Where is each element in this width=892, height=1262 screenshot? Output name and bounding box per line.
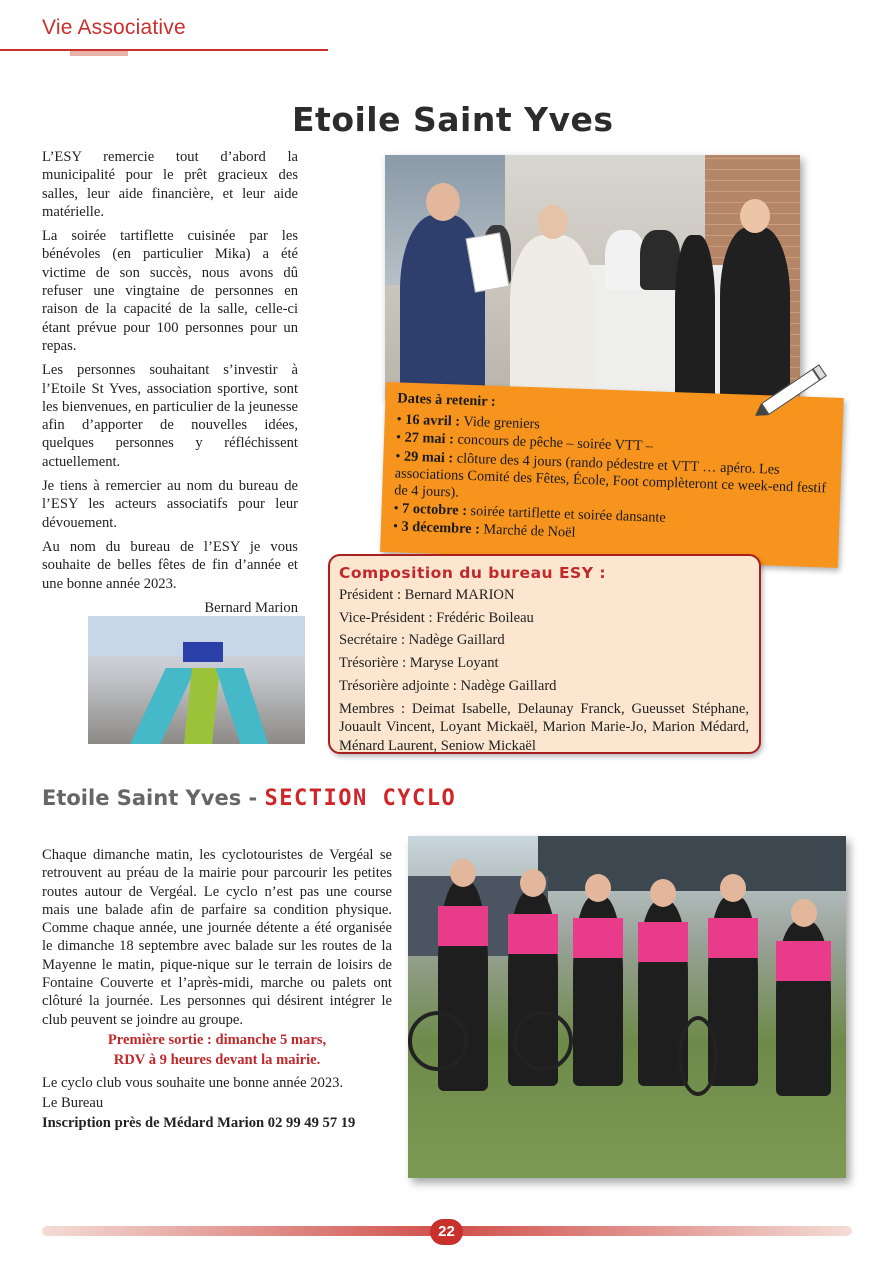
meeting-point: RDV à 9 heures devant la mairie. — [113, 1052, 321, 1069]
date-item: • 3 décembre : Marché de Noël — [392, 518, 576, 542]
bureau-title: Composition du bureau ESY : — [339, 564, 607, 582]
signature: Bernard Marion — [204, 599, 298, 616]
first-outing: Première sortie : dimanche 5 mars, — [107, 1031, 327, 1048]
group-photo — [385, 155, 800, 400]
intro-paragraph: L’ESY remercie tout d’abord la municipalité pour le prêt gracieux des salles, leur aide financière, et leur aide matérielle. — [42, 149, 298, 220]
bureau-secretaire: Secrétaire : Nadège Gaillard — [339, 632, 505, 649]
cyclo-body: Chaque dimanche matin, les cyclotouristes de Vergéal se retrouvent au préau de la mairie pour parcourir les petites routes autour de Vergéal. Le cyclo n’est pas une course mais une balade afin de parfaire sa condition physique. Comme chaque année, une journée détente a été organisée le dimanche 18 septembre avec balade sur les routes de la Mayenne le matin, pique-nique sur le terrain de loisirs de Fontaine Couverte et l’après-midi, marche ou palets ont clôturé la journée. Les personnes qui désirent intégrer le club peuvent se joindre au groupe. — [42, 847, 392, 1028]
page-number: 22 — [430, 1219, 463, 1245]
date-item: • 27 mai : concours de pêche – soirée VTT – — [395, 429, 654, 455]
cyclo-text — [42, 846, 392, 1134]
dates-title: Dates à retenir : — [397, 390, 496, 410]
inscription: Inscription près de Médard Marion 02 99 49 57 19 — [42, 1115, 356, 1132]
intro-paragraph: Les personnes souhaitant s’investir à l’Etoile St Yves, association sportive, sont les bienvenues, en particulier de la jeunesse afin d’apporter de nouvelles idées, quelques personnes y réfléchissent actuellement. — [42, 362, 298, 470]
bureau-tresoriere-adjointe: Trésorière adjointe : Nadège Gaillard — [339, 677, 557, 694]
header-rule-accent — [70, 51, 128, 56]
intro-paragraph: Je tiens à remercier au nom du bureau de l’ESY les acteurs associatifs pour leur dévouement. — [42, 478, 298, 531]
header-rule — [0, 49, 328, 51]
cyclists-photo — [408, 836, 846, 1178]
dates-list — [393, 412, 831, 551]
bureau-membres: Membres : Deimat Isabelle, Delaunay Franck, Gueusset Stéphane, Jouault Vincent, Loyant Mickaël, Marion Marie-Jo, Marion Médard, Ménard Laurent, Seniow Mickaël — [339, 700, 749, 754]
intro-text — [42, 148, 298, 623]
intro-paragraph: Au nom du bureau de l’ESY je vous souhaite de belles fêtes de fin d’année et une bonne année 2023. — [42, 538, 298, 592]
cyclo-heading-prefix: Etoile Saint Yves - — [42, 786, 265, 810]
cyclo-wishes: Le cyclo club vous souhaite une bonne année 2023. — [42, 1074, 344, 1091]
cyclo-sign: Le Bureau — [42, 1094, 104, 1111]
cyclo-heading-accent: SECTION CYCLO — [264, 786, 457, 811]
hall-photo — [88, 616, 305, 744]
bureau-box — [328, 554, 761, 754]
page-title: Etoile Saint Yves — [292, 100, 614, 139]
cyclo-heading — [42, 786, 456, 811]
bureau-president: Président : Bernard MARION — [339, 587, 515, 603]
intro-paragraph: La soirée tartiflette cuisinée par les bénévoles (en particulier Mika) a été victime de son succès, nous avons dû refuser une vingtaine de personnes en raison de la capacité de la salle, celle-ci étant prévue pour 100 personnes pour un repas. — [42, 228, 298, 354]
bureau-tresoriere: Trésorière : Maryse Loyant — [339, 655, 499, 672]
date-item: • 7 octobre : soirée tartiflette et soirée dansante — [393, 500, 667, 527]
section-header: Vie Associative — [42, 16, 186, 39]
date-item: • 29 mai : clôture des 4 jours (rando pédestre et VTT … apéro. Les associations Comité des Fêtes, École, Foot complèteront ce week-end festif de 4 jours). — [393, 447, 827, 501]
bureau-vice-president: Vice-Président : Frédéric Boileau — [339, 609, 534, 626]
date-item: • 16 avril : Vide greniers — [396, 411, 541, 433]
